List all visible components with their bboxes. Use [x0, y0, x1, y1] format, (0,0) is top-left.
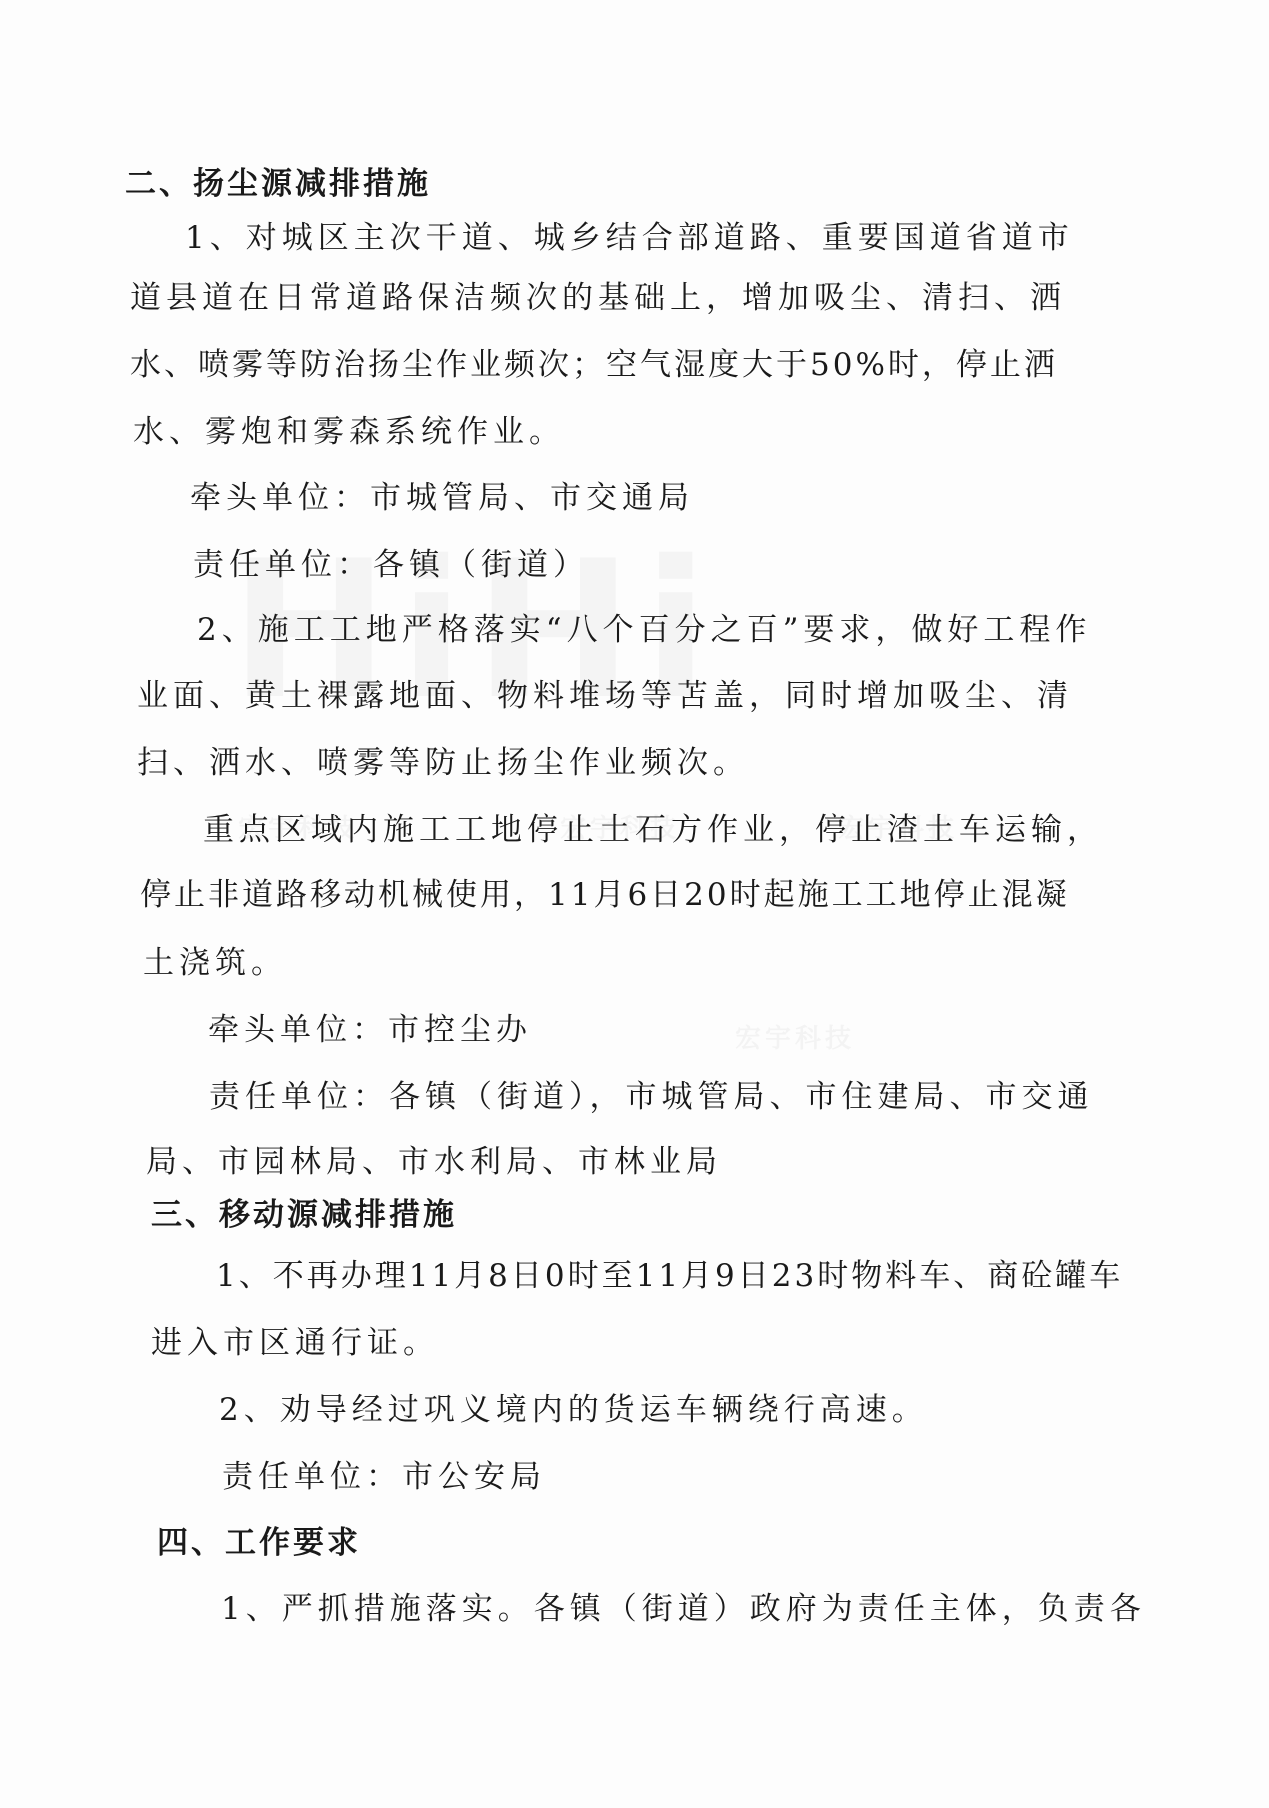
section-heading-dust: 二、扬尘源减排措施 [125, 166, 431, 202]
responsible-unit-line: 责任单位：各镇（街道），市城管局、市住建局、市交通 [209, 1079, 1094, 1115]
paragraph-line: 2、施工工地严格落实“八个百分之百”要求，做好工程作 [197, 612, 1092, 648]
paragraph-line: 进入市区通行证。 [151, 1325, 439, 1361]
paragraph-line: 1、严抓措施落实。各镇（街道）政府为责任主体，负责各 [221, 1591, 1146, 1627]
paragraph-line: 2、劝导经过巩义境内的货运车辆绕行高速。 [219, 1392, 928, 1428]
paragraph-line: 扫、洒水、喷雾等防止扬尘作业频次。 [137, 745, 749, 781]
paragraph-line: 道县道在日常道路保洁频次的基础上，增加吸尘、清扫、洒 [130, 280, 1066, 316]
section-heading-requirements: 四、工作要求 [157, 1525, 361, 1561]
responsible-unit-line: 责任单位：市公安局 [222, 1459, 546, 1495]
responsible-unit-line: 责任单位：各镇（街道） [193, 547, 589, 583]
paragraph-line: 停止非道路移动机械使用，11月6日20时起施工工地停止混凝 [140, 877, 1070, 913]
section-heading-mobile: 三、移动源减排措施 [151, 1197, 457, 1233]
watermark-text [735, 1018, 855, 1055]
paragraph-line: 水、雾炮和雾森系统作业。 [133, 414, 565, 450]
paragraph-line: 水、喷雾等防治扬尘作业频次；空气湿度大于50%时，停止洒 [130, 347, 1058, 383]
paragraph-line: 局、市园林局、市水利局、市林业局 [146, 1144, 722, 1180]
paragraph-line: 土浇筑。 [143, 945, 287, 981]
paragraph-line: 1、不再办理11月8日0时至11月9日23时物料车、商砼罐车 [216, 1258, 1124, 1294]
paragraph-line: 业面、黄土裸露地面、物料堆场等苫盖，同时增加吸尘、清 [137, 678, 1073, 714]
lead-unit-line: 牵头单位：市控尘办 [208, 1012, 532, 1048]
paragraph-line: 1、对城区主次干道、城乡结合部道路、重要国道省道市 [185, 220, 1074, 256]
lead-unit-line: 牵头单位：市城管局、市交通局 [190, 480, 694, 516]
paragraph-line: 重点区域内施工工地停止土石方作业，停止渣土车运输， [203, 812, 1103, 848]
